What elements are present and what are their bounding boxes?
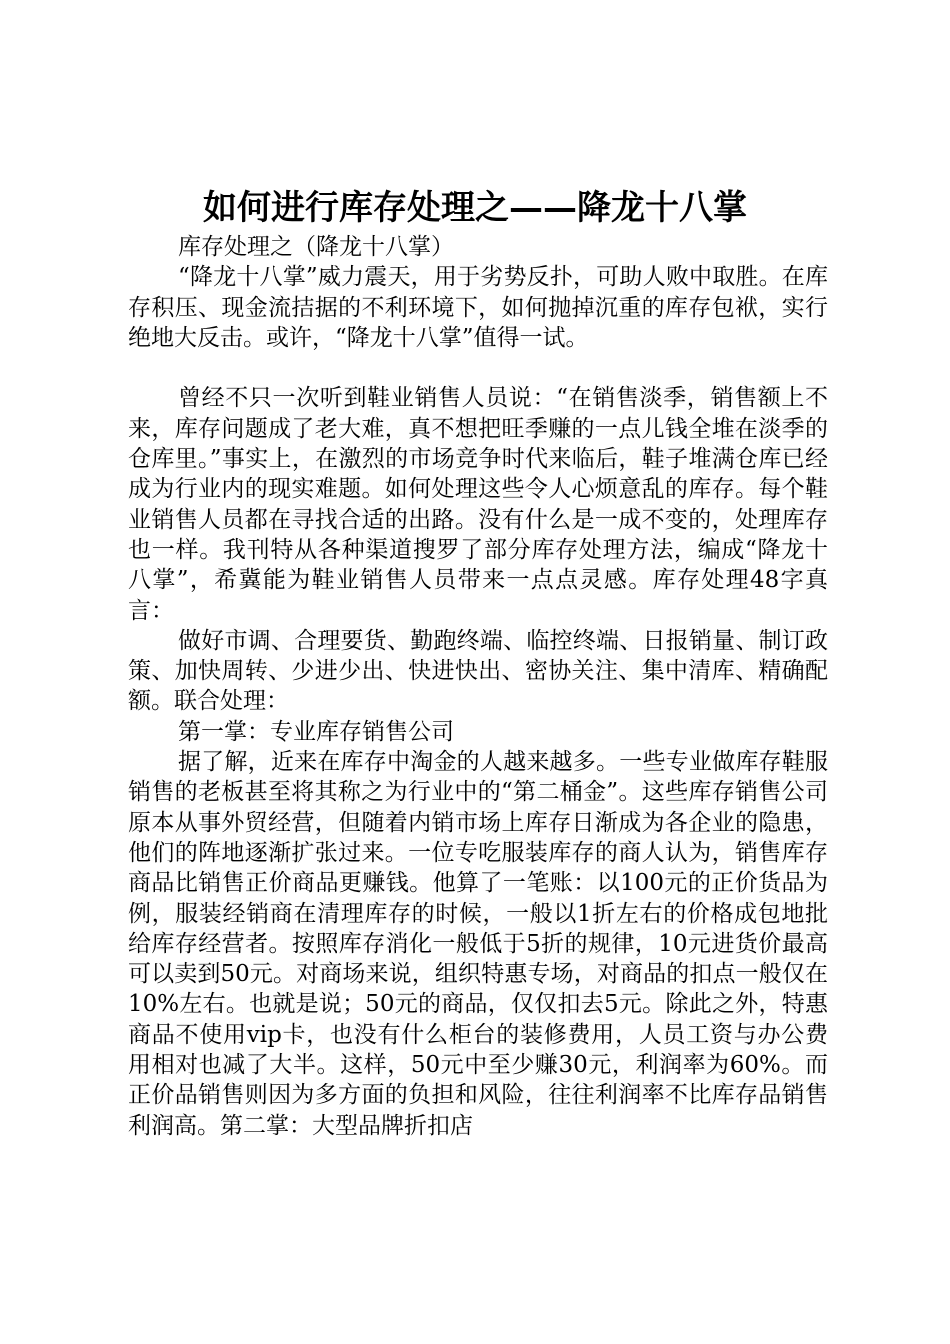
- paragraph-section-heading: 第一掌：专业库存销售公司: [178, 718, 454, 745]
- paragraph-48-words: 做好市调、合理要货、勤跑终端、临控终端、日报销量、制订政策、加快周转、少进少出、快进快出、密协关注、集中清库、精确配额。联合处理：: [128, 627, 828, 715]
- paragraph-first-palm: 据了解，近来在库存中淘金的人越来越多。一些专业做库存鞋服销售的老板甚至将其称之为行业中的“第二桶金”。这些库存销售公司原本从事外贸经营，但随着内销市场上库存日渐成为各企业的隐患，他们的阵地逐渐扩张过来。一位专吃服装库存的商人认为，销售库存商品比销售正价商品更赚钱。他算了一笔账：以100元的正价货品为例，服装经销商在清理库存的时候，一般以1折左右的价格成包地批给库存经营者。按照库存消化一般低于5折的规律，10元进货价最高可以卖到50元。对商场来说，组织特惠专场，对商品的扣点一般仅在10%左右。也就是说；50元的商品，仅仅扣去5元。除此之外，特惠商品不使用vip卡，也没有什么柜台的装修费用，人员工资与办公费用相对也减了大半。这样，50元中至少赚30元，利润率为60%。而正价品销售则因为多方面的负担和风险，往往利润率不比库存品销售利润高。第二掌：大型品牌折扣店: [128, 749, 828, 1139]
- paragraph-intro: “降龙十八掌”威力震天，用于劣势反扑，可助人败中取胜。在库存积压、现金流拮据的不利环境下，如何抛掉沉重的库存包袱，实行绝地大反击。或许，“降龙十八掌”值得一试。: [128, 264, 828, 351]
- paragraph-spacer: [128, 353, 828, 383]
- paragraph-subtitle: 库存处理之（降龙十八掌）: [178, 234, 454, 260]
- paragraph-background: 曾经不只一次听到鞋业销售人员说：“在销售淡季，销售额上不来，库存问题成了老大难，真不想把旺季赚的一点儿钱全堆在淡季的仓库里。”事实上，在激烈的市场竞争时代来临后，鞋子堆满仓库已经成为行业内的现实难题。如何处理这些令人心烦意乱的库存。每个鞋业销售人员都在寻找合适的出路。没有什么是一成不变的，处理库存也一样。我刊特从各种渠道搜罗了部分库存处理方法，编成“降龙十八掌”，希冀能为鞋业销售人员带来一点点灵感。库存处理48字真言：: [128, 385, 828, 624]
- document-title: 如何进行库存处理之——降龙十八掌: [203, 188, 747, 228]
- document-body: [128, 232, 828, 1141]
